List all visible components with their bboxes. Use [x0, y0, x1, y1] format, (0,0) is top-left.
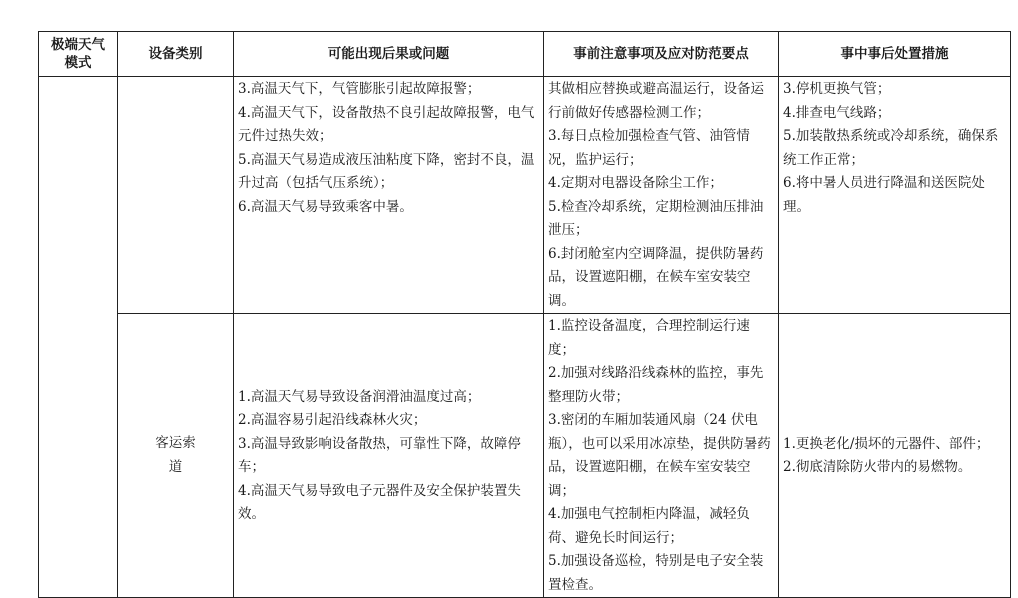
measures-cell: [779, 77, 1011, 314]
precaution-item: 其做相应替换或避高温运行，设备运行前做好传感器检测工作；: [548, 81, 764, 121]
consequence-item: 3.高温导致影响设备散热，可靠性下降，故障停车；: [238, 435, 521, 475]
category-label: 客运索道: [155, 435, 196, 475]
measures-cell: [779, 314, 1011, 598]
measure-item: 2.彻底清除防火带内的易燃物。: [783, 459, 972, 475]
consequence-item: 3.高温天气下，气管膨胀引起故障报警；: [238, 81, 481, 97]
precaution-item: 1.监控设备温度，合理控制运行速度；: [548, 318, 750, 358]
precaution-item: 5.加强设备巡检，特别是电子安全装置检查。: [548, 553, 764, 593]
precautions-cell: [544, 314, 779, 598]
header-precautions: 事前注意事项及应对防范要点: [544, 32, 779, 77]
precaution-item: 4.定期对电器设备除尘工作；: [548, 175, 723, 191]
table-row: [39, 314, 1011, 598]
precaution-item: 3.每日点检加强检查气管、油管情况，监护运行；: [548, 128, 750, 168]
consequences-cell: [234, 314, 544, 598]
consequences-cell: [234, 77, 544, 314]
precautions-cell: [544, 77, 779, 314]
consequence-item: 4.高温天气易导致电子元器件及安全保护装置失效。: [238, 482, 521, 522]
weather-measures-table: [38, 31, 1011, 598]
consequence-item: 5.高温天气易造成液压油粘度下降，密封不良，温升过高（包括气压系统）；: [238, 151, 535, 191]
consequence-item: 6.高温天气易导致乘客中暑。: [238, 198, 413, 215]
precaution-item: 2.加强对线路沿线森林的监控，事先整理防火带；: [548, 365, 764, 405]
precaution-item: 6.封闭舱室内空调降温，提供防暑药品，设置遮阳棚，在候车室安装空调。: [548, 245, 764, 309]
measure-item: 6.将中暑人员进行降温和送医院处理。: [783, 175, 985, 215]
measure-item: 3.停机更换气管；: [783, 81, 891, 97]
category-cell: [118, 77, 234, 314]
mode-cell: [39, 77, 118, 598]
precaution-item: 4.加强电气控制柜内降温，减轻负荷、避免长时间运行；: [548, 506, 750, 546]
measure-item: 4.排查电气线路；: [783, 104, 891, 121]
precaution-item: 3.密闭的车厢加装通风扇（24 伏电瓶），也可以采用冰凉垫，提供防暑药品，设置遮阳棚，在候车室安装空调；: [548, 412, 771, 499]
consequence-item: 2.高温容易引起沿线森林火灾；: [238, 412, 427, 428]
consequence-item: 1.高温天气易导致设备润滑油温度过高；: [238, 388, 481, 405]
consequence-item: 4.高温天气下，设备散热不良引起故障报警，电气元件过热失效；: [238, 104, 535, 144]
header-consequences: 可能出现后果或问题: [234, 32, 544, 77]
header-category: 设备类别: [118, 32, 234, 77]
table-row: [39, 77, 1011, 314]
precaution-item: 5.检查冷却系统，定期检测油压排油泄压；: [548, 198, 764, 238]
header-row: [39, 32, 1011, 77]
measure-item: 1.更换老化/损坏的元器件、部件；: [783, 435, 990, 452]
measure-item: 5.加装散热系统或冷却系统，确保系统工作正常；: [783, 128, 999, 168]
table-container: [38, 31, 1010, 598]
header-mode: 极端天气模式: [39, 32, 118, 77]
header-measures: 事中事后处置措施: [779, 32, 1011, 77]
category-cell: [118, 314, 234, 598]
